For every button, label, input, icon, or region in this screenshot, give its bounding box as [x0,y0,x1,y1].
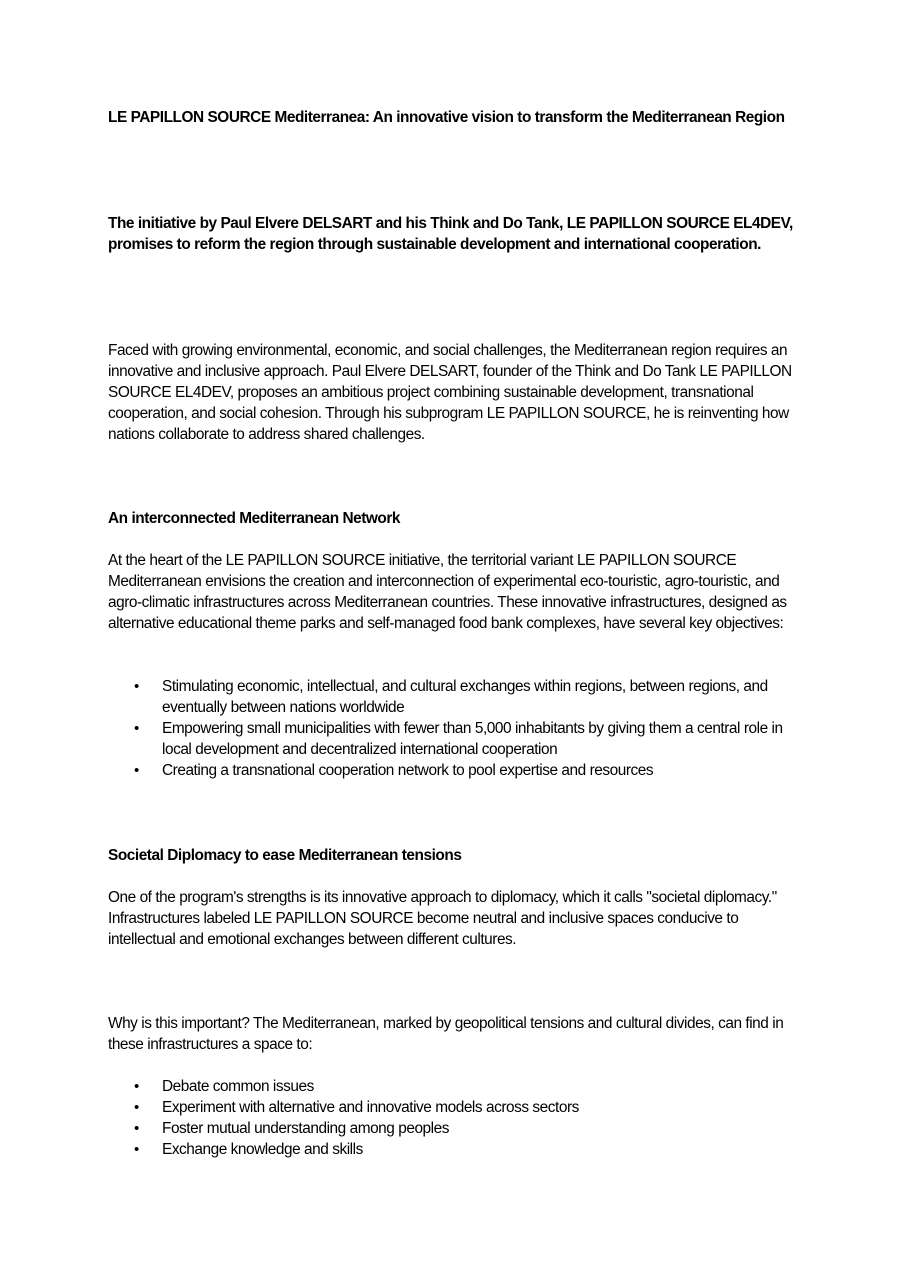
importance-paragraph: Why is this important? The Mediterranean, marked by geopolitical tensions and cultural divides, can find in these infrastructures a space to: [108,1015,784,1053]
bullet-icon: • [134,1120,139,1137]
list-item: • Debate common issues [134,1078,314,1095]
list-item: • Foster mutual understanding among peoples [134,1120,449,1137]
network-objectives-list [108,676,798,781]
list-item: • Experiment with alternative and innovative models across sectors [134,1099,579,1116]
list-item: • Empowering small municipalities with fewer than 5,000 inhabitants by giving them a central role in local development and decentralized international cooperation [134,720,783,758]
importance-list [108,1076,798,1160]
section-heading-diplomacy: Societal Diplomacy to ease Mediterranean tensions [108,847,462,864]
document-title: LE PAPILLON SOURCE Mediterranea: An innovative vision to transform the Mediterranean Region [108,109,785,126]
bullet-icon: • [134,1099,139,1116]
bullet-icon: • [134,1078,139,1095]
bullet-icon: • [134,678,139,695]
intro-paragraph: Faced with growing environmental, economic, and social challenges, the Mediterranean region requires an innovative and inclusive approach. Paul Elvere DELSART, founder of the Think and Do Tank LE PAPILLON SOURCE EL4DEV, proposes an ambitious project combining sustainable development, transnational cooperation, and social cohesion. Through his subprogram LE PAPILLON SOURCE, he is reinventing how nations collaborate to address shared challenges. [108,342,792,443]
bullet-icon: • [134,1141,139,1158]
list-item: • Creating a transnational cooperation network to pool expertise and resources [134,762,654,779]
bullet-icon: • [134,762,139,779]
diplomacy-paragraph: One of the program's strengths is its innovative approach to diplomacy, which it calls "societal diplomacy." Infrastructures labeled LE PAPILLON SOURCE become neutral and inclusive spaces conducive to intellectual and emotional exchanges between different cultures. [108,889,777,948]
list-item: • Exchange knowledge and skills [134,1141,363,1158]
section-heading-network: An interconnected Mediterranean Network [108,510,401,527]
list-item: • Stimulating economic, intellectual, and cultural exchanges within regions, between regions, and eventually between nations worldwide [134,678,768,716]
document-subtitle: The initiative by Paul Elvere DELSART and his Think and Do Tank, LE PAPILLON SOURCE EL4DEV, promises to reform the region through sustainable development and international cooperation. [108,215,793,253]
network-paragraph: At the heart of the LE PAPILLON SOURCE initiative, the territorial variant LE PAPILLON SOURCE Mediterranean envisions the creation and interconnection of experimental eco-touristic, agro-touristic, and agro-climatic infrastructures across Mediterranean countries. These innovative infrastructures, designed as alternative educational theme parks and self-managed food bank complexes, have several key objectives: [108,552,787,632]
bullet-icon: • [134,720,139,737]
